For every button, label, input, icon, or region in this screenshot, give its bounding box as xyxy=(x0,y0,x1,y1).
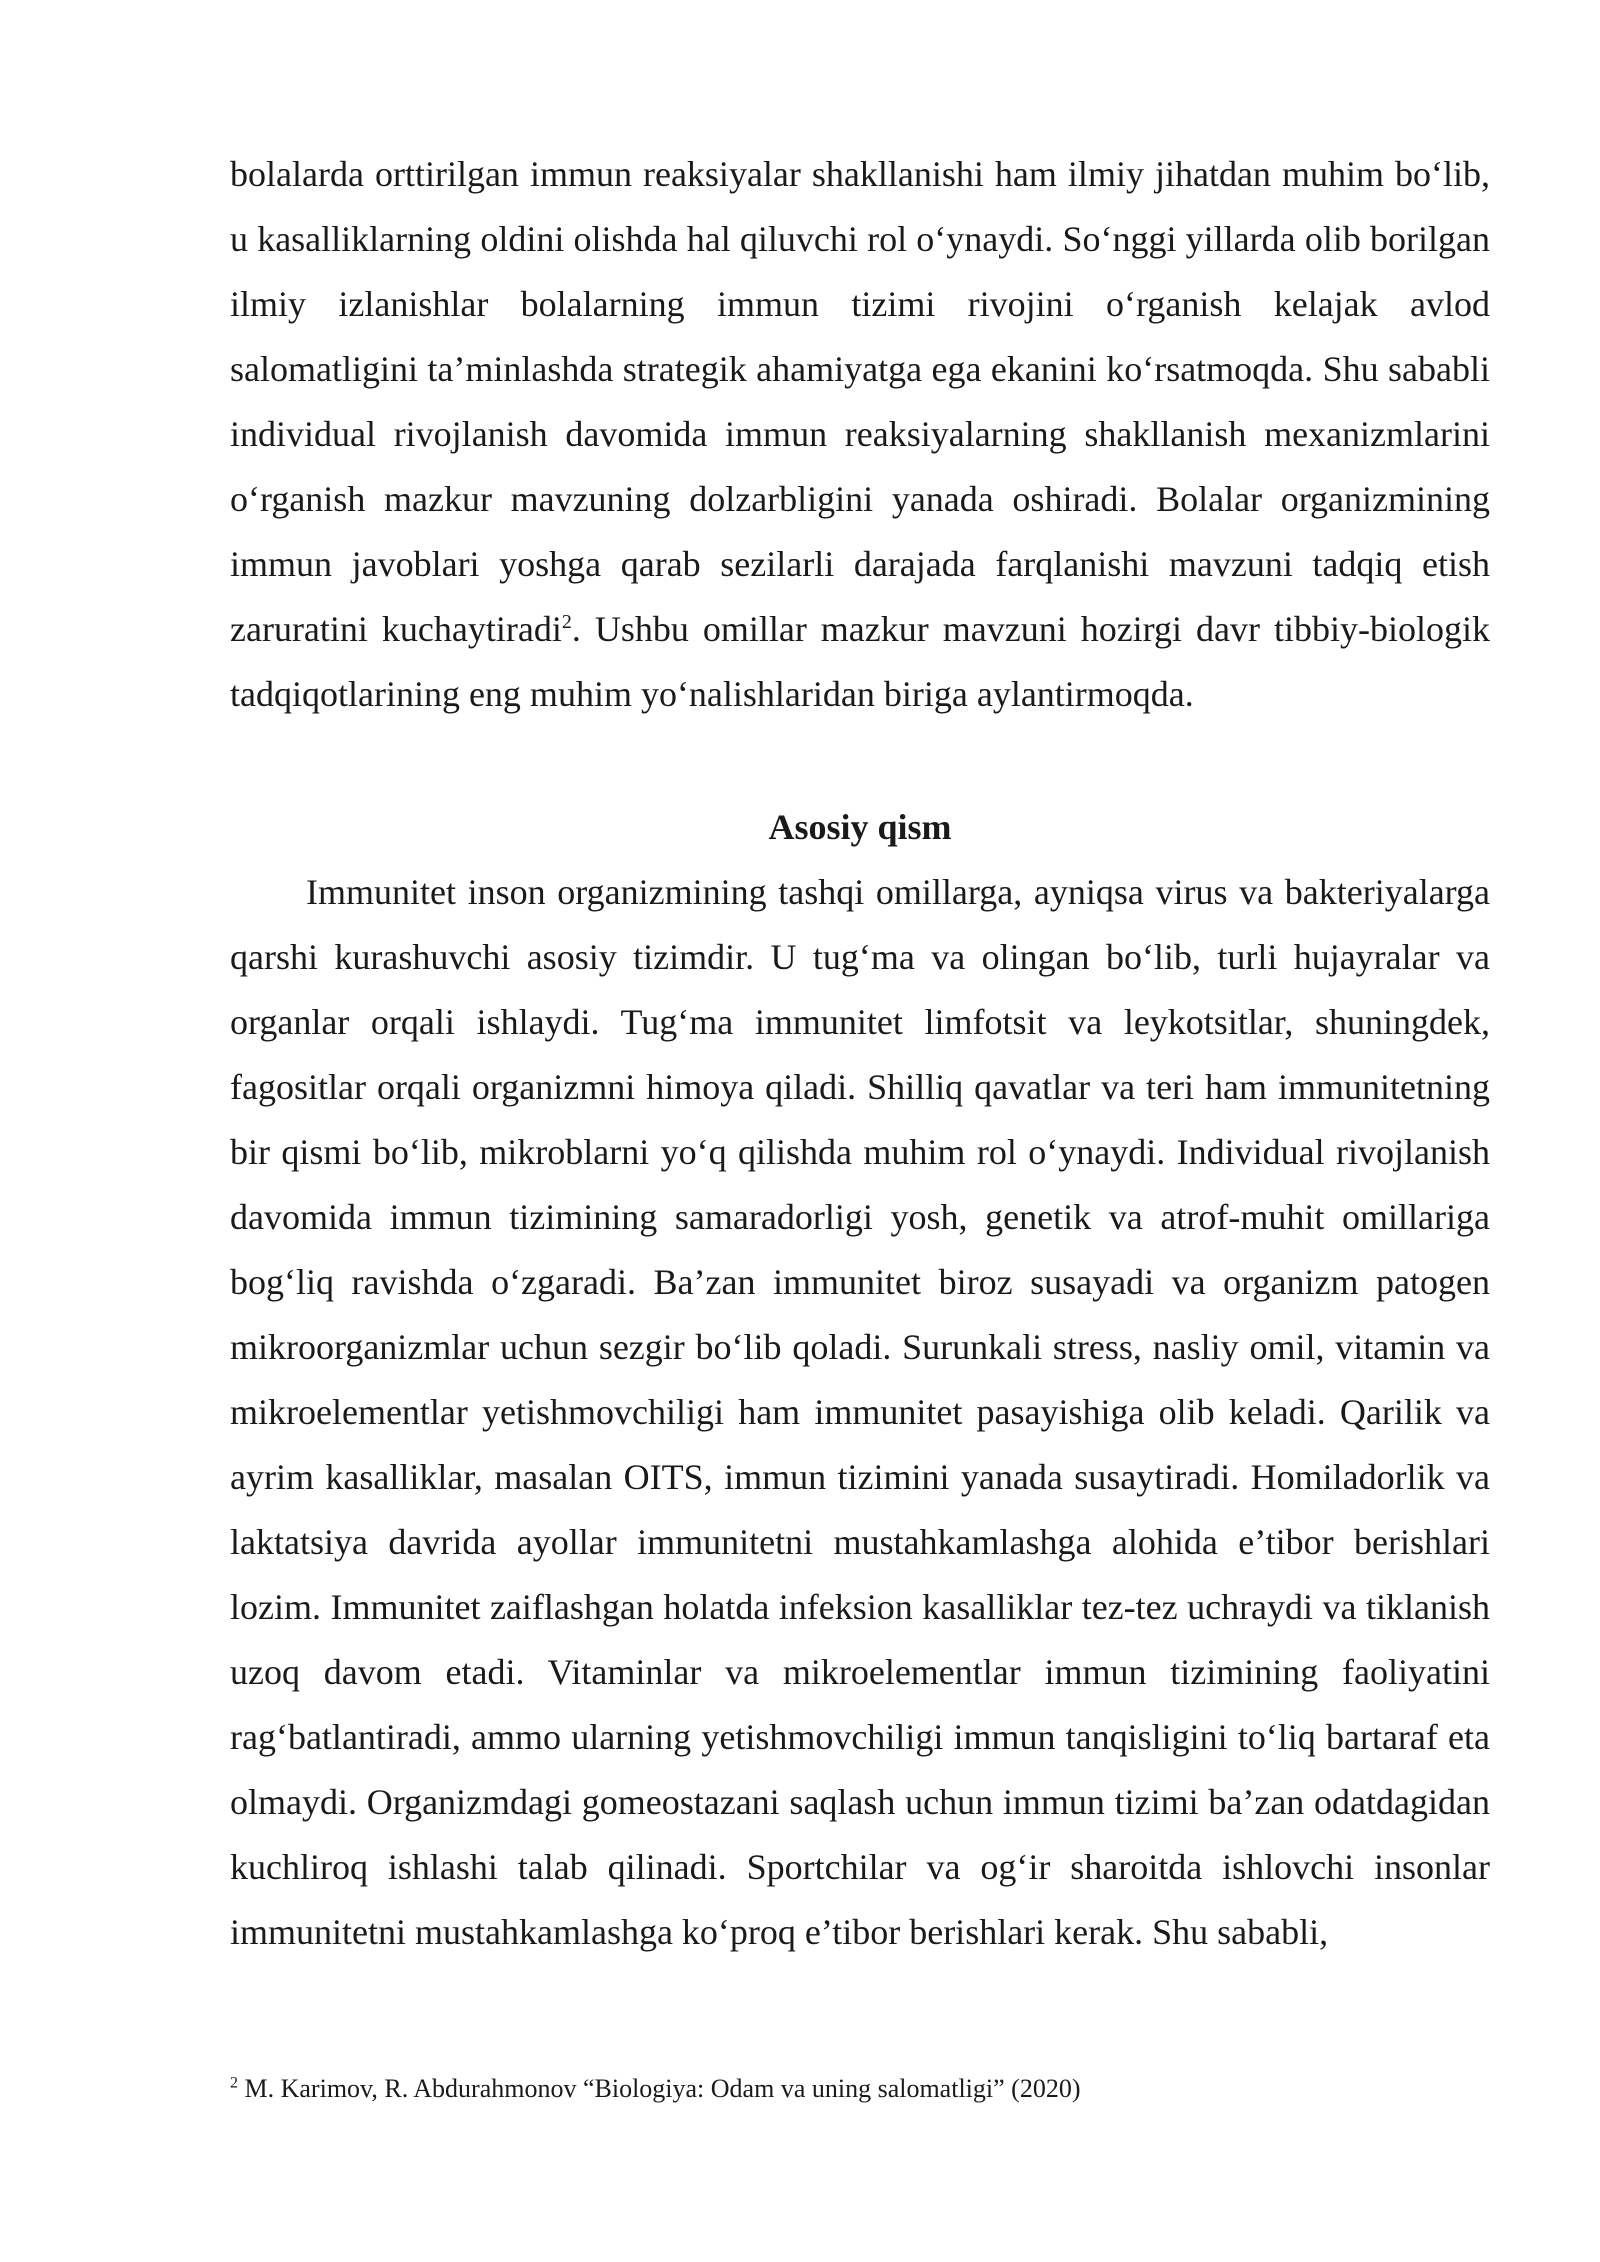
paragraph-text-continued: . Ushbu omillar mazkur mavzuni hozirgi davr tibbiy-biologik tadqiqotlarining eng muhim yo‘nalishlaridan biriga aylantirmoqda. xyxy=(230,609,1490,714)
section-heading: Asosiy qism xyxy=(768,807,952,847)
paragraph-text: bolalarda orttirilgan immun reaksiyalar shakllanishi ham ilmiy jihatdan muhim bo‘lib, u kasalliklarning oldini olishda hal qiluvchi rol o‘ynaydi. So‘nggi yillarda olib borilgan ilmiy izlanishlar bolalarning immun tizimi rivojini o‘rganish kelajak avlod salomatligini ta’minlashda strategik ahamiyatga ega ekanini ko‘rsatmoqda. Shu sababli individual rivojlanish davomida immun reaksiyalarning shakllanish mexanizmlarini o‘rganish mazkur mavzuning dolzarbligini yanada oshiradi. Bolalar organizmining immun javoblari yoshga qarab sezilarli darajada farqlanishi mavzuni tadqiq etish zaruratini kuchaytiradi xyxy=(230,154,1490,649)
footnote-number: 2 xyxy=(230,2074,238,2092)
footnote-text: M. Karimov, R. Abdurahmonov “Biologiya: Odam va uning salomatligi” (2020) xyxy=(238,2074,1081,2103)
footnote-reference[interactable]: 2 xyxy=(561,611,572,633)
footnote xyxy=(230,2070,1490,2108)
body-paragraph-2: Immunitet inson organizmining tashqi omillarga, ayniqsa virus va bakteriyalarga qarshi kurashuvchi asosiy tizimdir. U tug‘ma va olingan bo‘lib, turli hujayralar va organlar orqali ishlaydi. Tug‘ma immunitet limfotsit va leykotsitlar, shuningdek, fagositlar orqali organizmni himoya qiladi. Shilliq qavatlar va teri ham immunitetning bir qismi bo‘lib, mikroblarni yo‘q qilishda muhim rol o‘ynaydi. Individual rivojlanish davomida immun tizimining samaradorligi yosh, genetik va atrof-muhit omillariga bog‘liq ravishda o‘zgaradi. Ba’zan immunitet biroz susayadi va organizm patogen mikroorganizmlar uchun sezgir bo‘lib qoladi. Surunkali stress, nasliy omil, vitamin va mikroelementlar yetishmovchiligi ham immunitet pasayishiga olib keladi. Qarilik va ayrim kasalliklar, masalan OITS, immun tizimini yanada susaytiradi. Homiladorlik va laktatsiya davrida ayollar immunitetni mustahkamlashga alohida e’tibor berishlari lozim. Immunitet zaiflashgan holatda infeksion kasalliklar tez-tez uchraydi va tiklanish uzoq davom etadi. Vitaminlar va mikroelementlar immun tizimining faoliyatini rag‘batlantiradi, ammo ularning yetishmovchiligi immun tanqisligini to‘liq bartaraf eta olmaydi. Organizmdagi gomeostazani saqlash uchun immun tizimi ba’zan odatdagidan kuchliroq ishlashi talab qilinadi. Sportchilar va og‘ir sharoitda ishlovchi insonlar immunitetni mustahkamlashga ko‘proq e’tibor berishlari kerak. Shu sababli, xyxy=(230,872,1490,1952)
body-paragraph-1 xyxy=(230,142,1490,727)
